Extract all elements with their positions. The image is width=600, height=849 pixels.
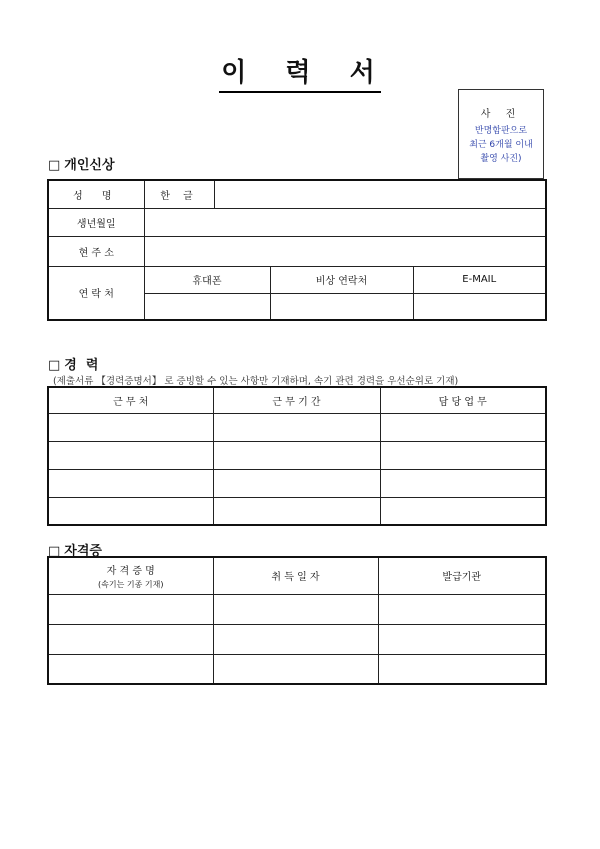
career-cell[interactable] [213,441,380,469]
career-cell[interactable] [48,413,213,441]
checkbox-icon: □ [48,358,61,373]
certificate-cell[interactable] [48,654,213,684]
emergency-contact-header: 비상 연락처 [270,266,413,293]
mobile-header: 휴대폰 [144,266,270,293]
period-header: 근 무 기 간 [213,387,380,413]
birth-field[interactable] [144,208,546,236]
section-title: 자격증 [64,544,102,559]
photo-note-line: 최근 6개월 이내 [469,140,533,150]
certificate-cell[interactable] [378,624,546,654]
korean-label: 한 글 [144,180,214,208]
section-title: 개인신상 [64,158,115,173]
certificate-cell[interactable] [213,594,378,624]
career-cell[interactable] [213,413,380,441]
name-field[interactable] [214,180,546,208]
photo-box [458,89,544,179]
career-cell[interactable] [48,441,213,469]
acquired-date-header: 취 득 일 자 [213,557,378,594]
certificate-cell[interactable] [378,654,546,684]
mobile-field[interactable] [144,293,270,320]
section-heading-personal [48,154,115,173]
address-label: 현 주 소 [48,236,144,266]
certificate-cell[interactable] [48,594,213,624]
career-cell[interactable] [213,469,380,497]
contact-label: 연 락 처 [48,266,144,320]
certificate-cell[interactable] [48,624,213,654]
personal-info-table [47,179,547,321]
certificate-name-label: 자 격 증 명 [106,565,155,577]
section-heading-career [48,354,98,373]
photo-note-line: 촬영 사진) [480,154,522,164]
career-cell[interactable] [48,469,213,497]
certificate-cell[interactable] [213,654,378,684]
career-cell[interactable] [48,497,213,525]
workplace-header: 근 무 처 [48,387,213,413]
certificate-name-header [48,557,213,594]
certificate-cell[interactable] [213,624,378,654]
checkbox-icon: □ [48,158,61,173]
certificate-table [47,556,547,685]
birth-label: 생년월일 [48,208,144,236]
career-table [47,386,547,526]
address-field[interactable] [144,236,546,266]
career-cell[interactable] [380,413,546,441]
photo-title: 사 진 [480,109,522,120]
email-field[interactable] [413,293,546,320]
email-header: E-MAIL [413,266,546,293]
career-cell[interactable] [380,441,546,469]
issuer-header: 발급기관 [378,557,546,594]
emergency-contact-field[interactable] [270,293,413,320]
duty-header: 담 당 업 무 [380,387,546,413]
photo-note [459,124,543,166]
document-title: 이 력 서 [0,52,600,93]
photo-note-line: 반명함판으로 [474,126,528,136]
career-cell[interactable] [213,497,380,525]
career-cell[interactable] [380,497,546,525]
certificate-cell[interactable] [378,594,546,624]
career-note: (제출서류 【경력증명서】 로 증빙할 수 있는 사항만 기재하며, 속기 관련 경력을 우선순위로 기재) [53,376,459,387]
checkbox-icon: □ [48,544,61,559]
section-title: 경 력 [64,358,99,373]
career-cell[interactable] [380,469,546,497]
name-label: 성 명 [48,180,144,208]
certificate-name-sub: (속기는 기종 기재) [98,579,164,589]
